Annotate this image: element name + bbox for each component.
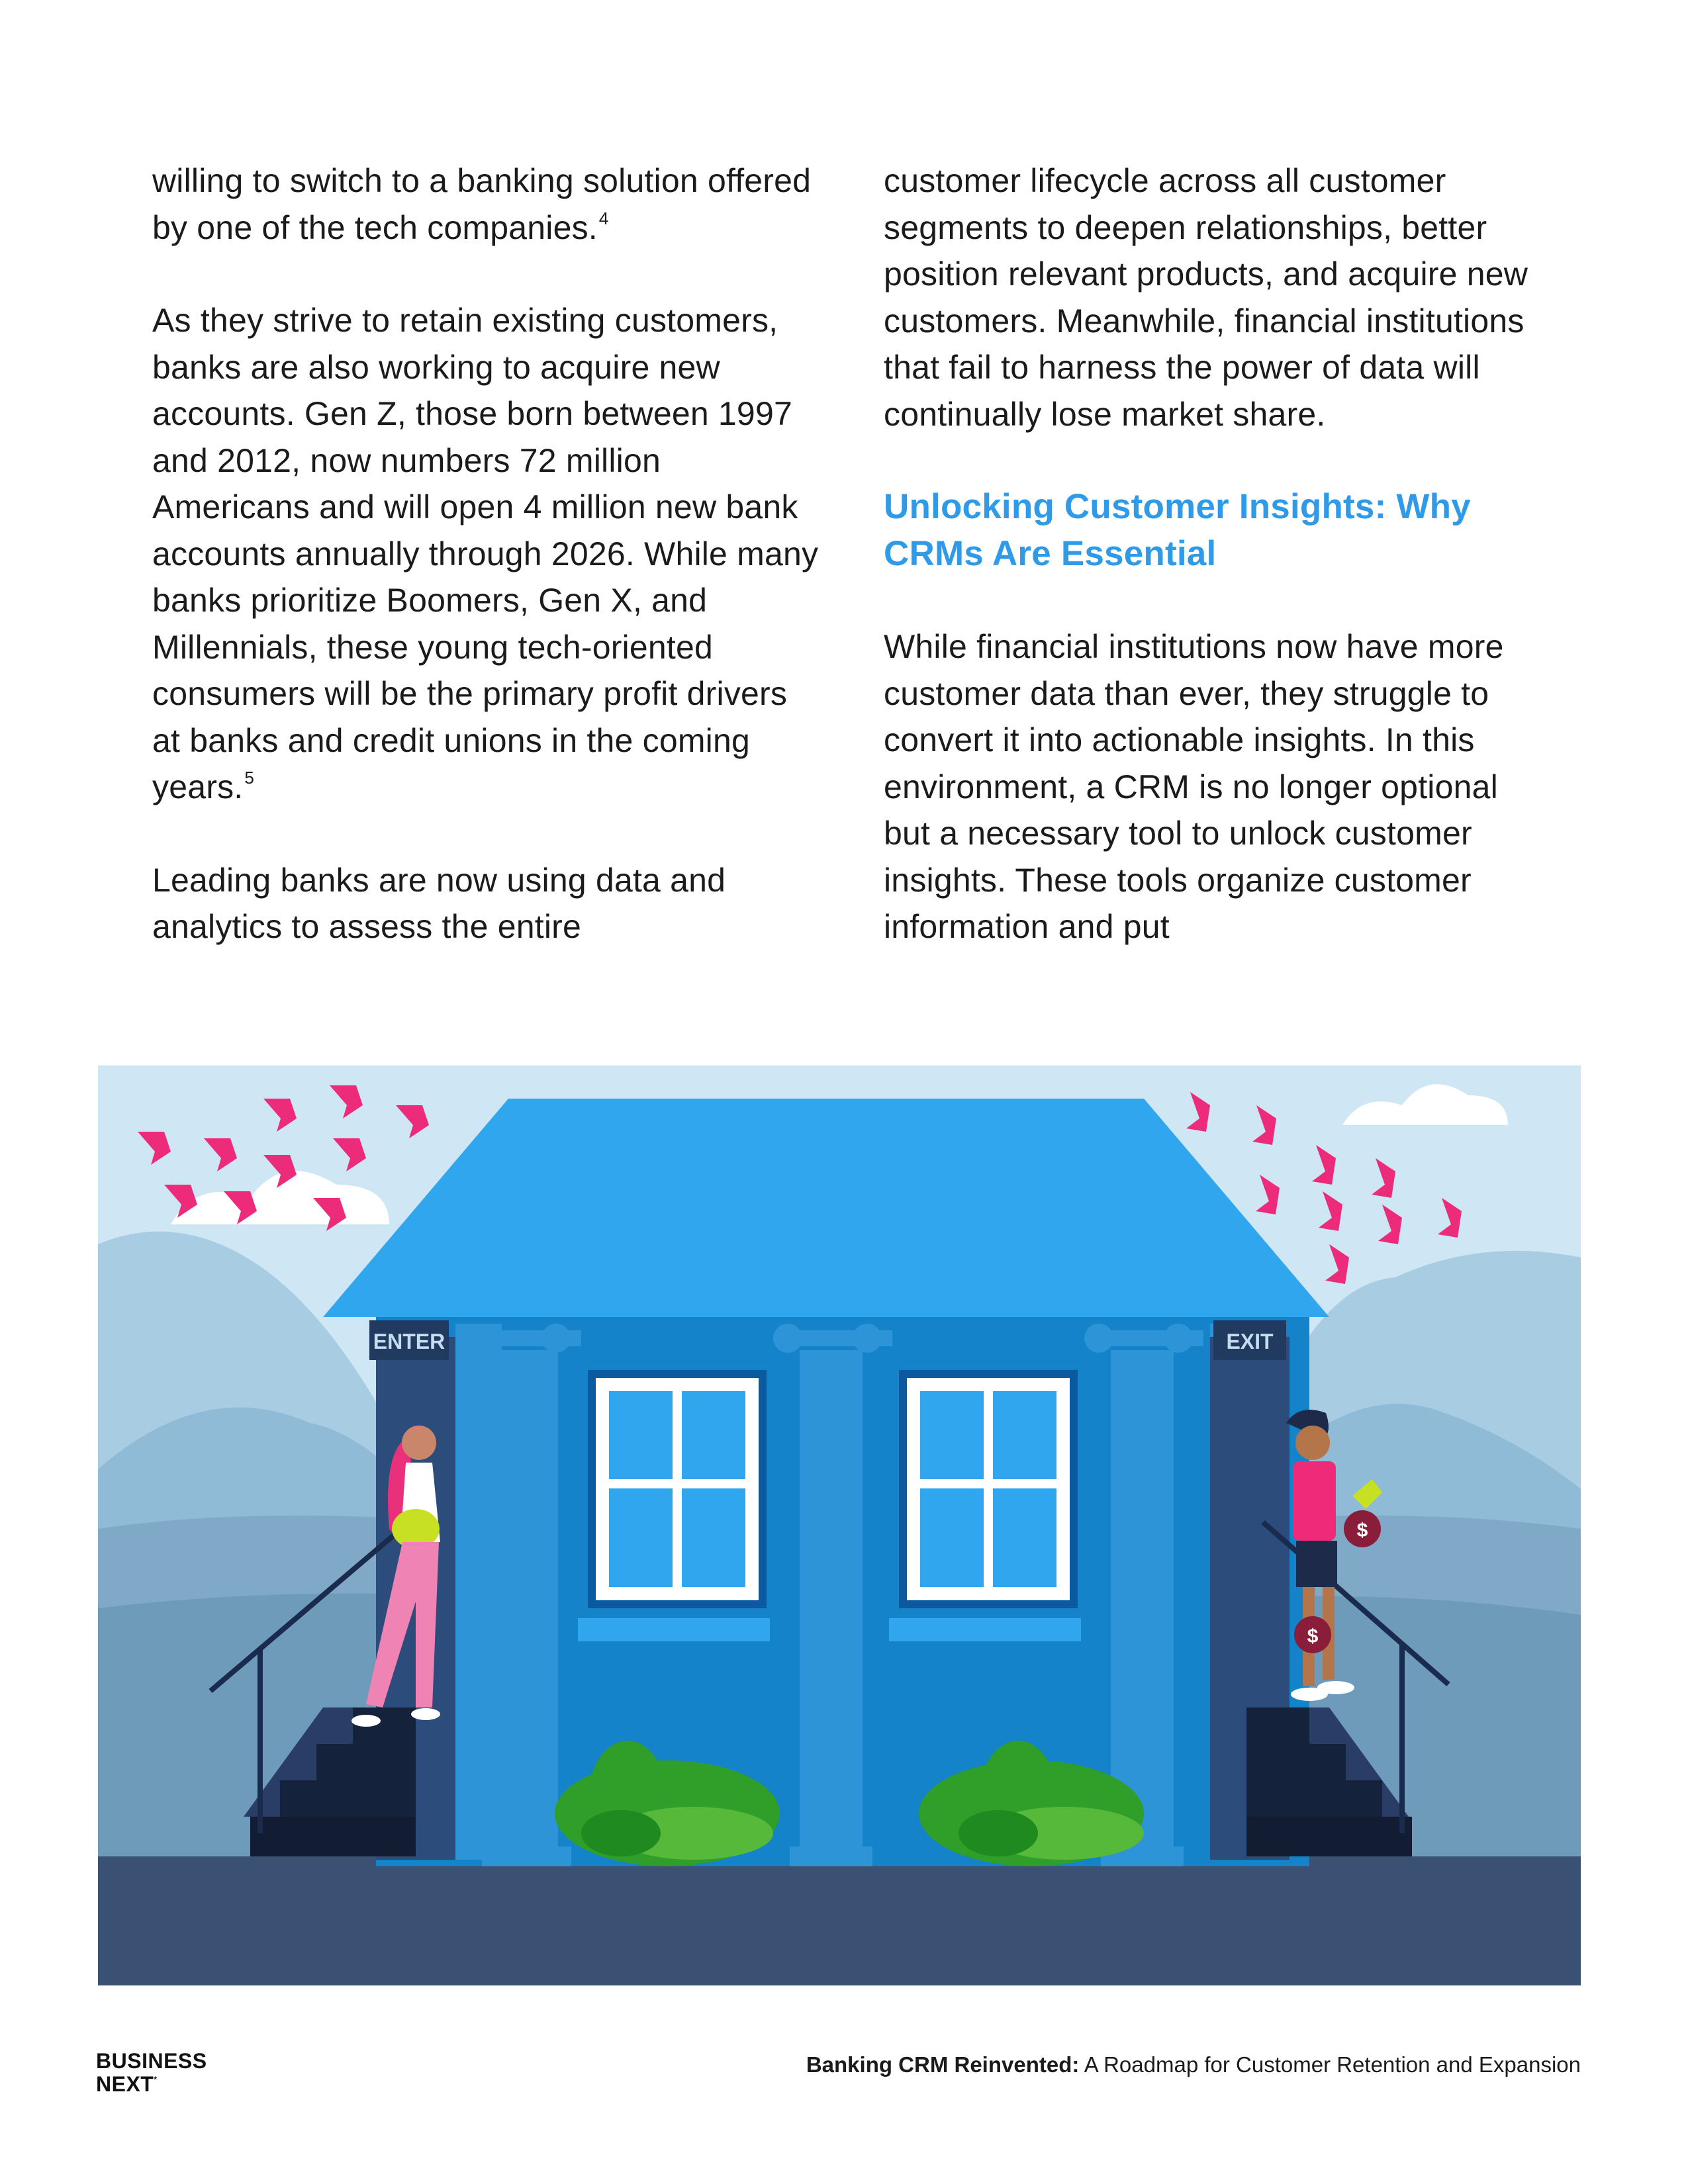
footnote-ref[interactable]: 5 (244, 768, 255, 788)
footnote-ref[interactable]: 4 (598, 208, 609, 228)
enter-sign-label: ENTER (373, 1330, 445, 1353)
bank-illustration (98, 1066, 1581, 1985)
logo-line-2: NEXT* (96, 2072, 158, 2096)
ground (98, 1856, 1581, 1985)
paragraph: willing to switch to a banking solution offered by one of the tech companies.$^4$ (152, 162, 812, 246)
section-heading: Unlocking Customer Insights: Why CRMs Are Essential (884, 487, 1471, 573)
window-left (578, 1370, 770, 1641)
right-text-column (884, 158, 1552, 997)
footer-title-bold: Banking CRM Reinvented: (806, 2052, 1080, 2077)
business-next-logo[interactable] (96, 2049, 207, 2096)
paragraph: While financial institutions now have more customer data than ever, they struggle to convert it into actionable insights. In this environment, a CRM is no longer optional but a necessary tool to unlock customer insights. These tools organize customer information and put (884, 628, 1504, 945)
paragraph: customer lifecycle across all customer segments to deepen relationships, better position relevant products, and acquire new customers. Meanwhile, financial institutions that fail to harness the power of data will continually lose market share. (884, 162, 1528, 433)
logo-line-1: BUSINESS (96, 2049, 207, 2073)
window-right (889, 1370, 1081, 1641)
left-text-column (152, 158, 821, 997)
money-bag-symbol: $ (1356, 1520, 1368, 1541)
wall-edge (455, 1324, 502, 1860)
money-bag-symbol: $ (1307, 1625, 1319, 1647)
exit-sign-label: EXIT (1226, 1330, 1274, 1353)
footer-title (806, 2052, 1581, 2078)
paragraph: Leading banks are now using data and analytics to assess the entire (152, 861, 726, 945)
paragraph: As they strive to retain existing customers, banks are also working to acquire new accounts. Gen Z, those born between 1997 and 2012, now numbers 72 million Americans and will open 4 million new bank accounts annually through 2026. While many banks prioritize Boomers, Gen X, and Millennials, these young tech-oriented consumers will be the primary profit drivers at banks and credit unions in the coming years.$^5$ (152, 302, 819, 805)
footer-title-rest: A Roadmap for Customer Retention and Expansion (1079, 2052, 1581, 2077)
